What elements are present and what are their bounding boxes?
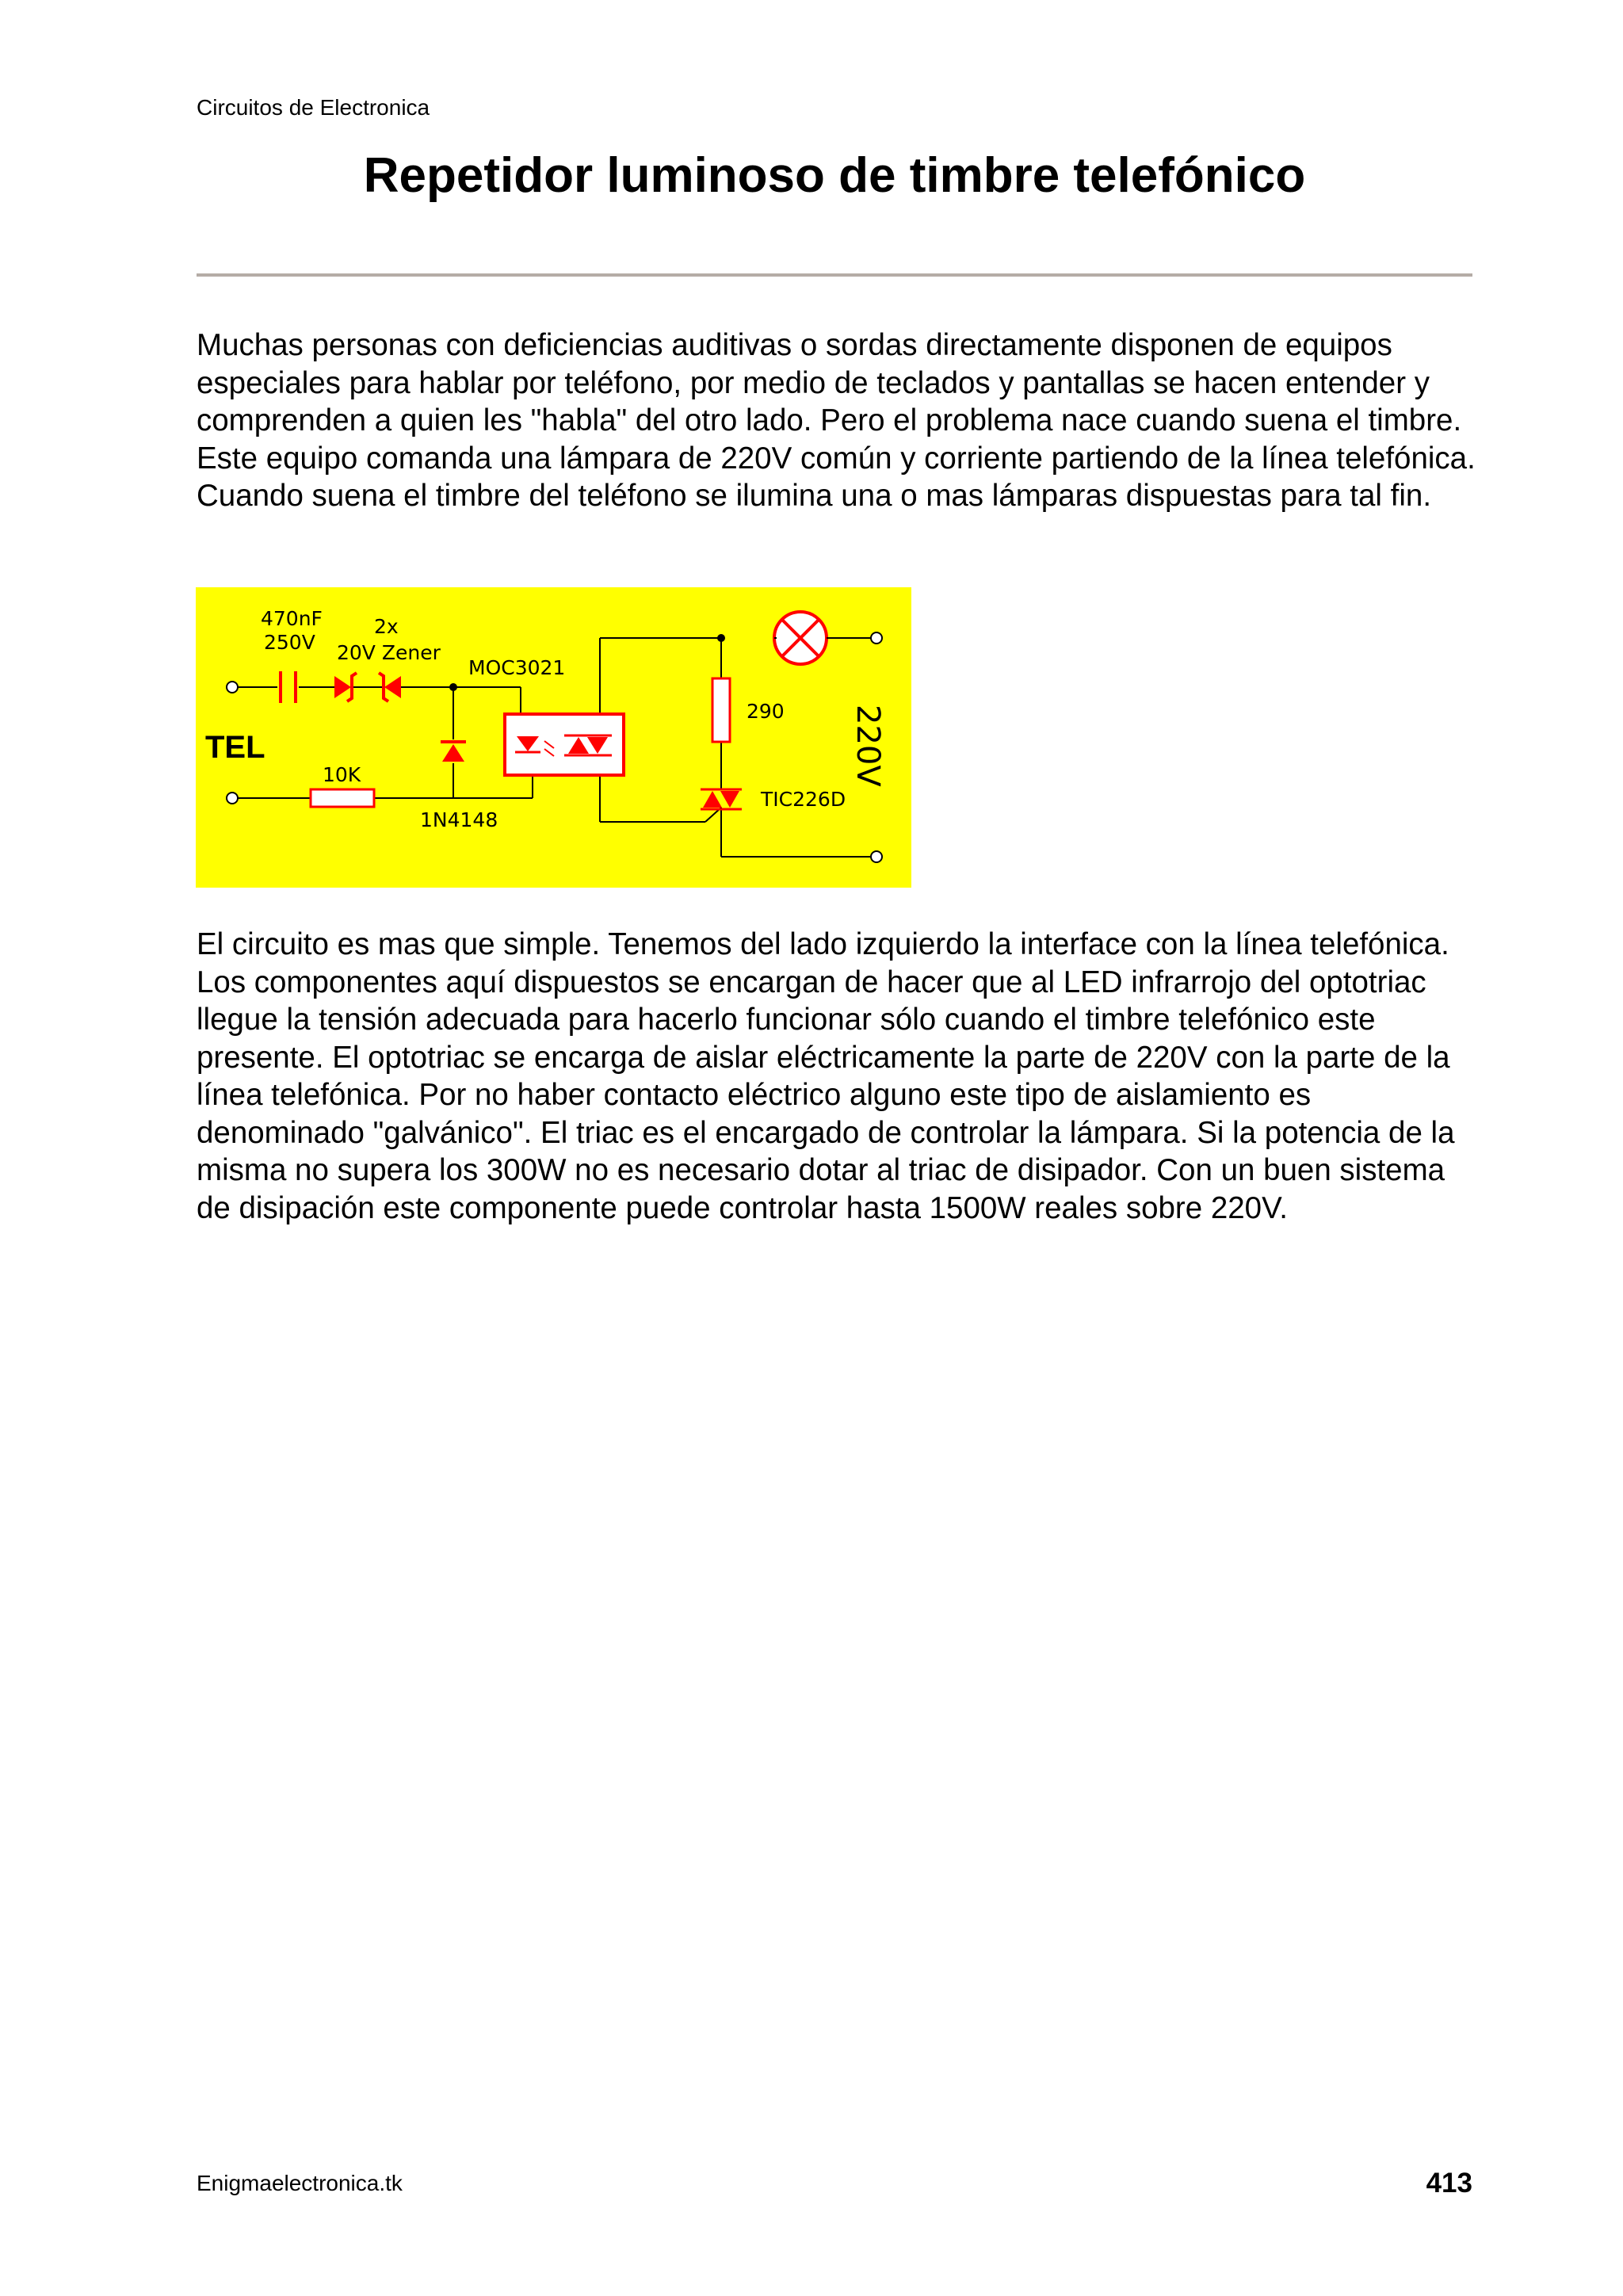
explanation-paragraph: El circuito es mas que simple. Tenemos del lado izquierdo la interface con la línea telefónica. Los componentes aquí dispuestos se encargan de hacer que al LED infrarrojo del optotriac llegue la tensión adecuada para hacerlo funcionar sólo cuando el timbre telefónico este presente. El optotriac se encarga de aislar eléctricamente la parte de 220V con la parte de la línea telefónica. Por no haber contacto eléctrico alguno este tipo de aislamiento es denominado "galvánico". El triac es el encargado de controlar la lámpara. Si la potencia de la misma no supera los 300W no es necesario dotar al triac de disipador. Con un buen sistema de disipación este componente puede controlar hasta 1500W reales sobre 220V. bbox=[197, 927, 1455, 1225]
mains-terminal-top bbox=[871, 632, 882, 644]
mains-terminal-bottom bbox=[871, 851, 882, 862]
label-zener-count: 2x bbox=[374, 615, 399, 638]
title-divider bbox=[197, 273, 1472, 277]
footer-site: Enigmaelectronica.tk bbox=[197, 2171, 403, 2195]
page-title: Repetidor luminoso de timbre telefónico bbox=[363, 148, 1306, 203]
junction-dot bbox=[717, 634, 725, 642]
junction-dot bbox=[449, 683, 457, 691]
page-number: 413 bbox=[1426, 2168, 1472, 2199]
circuit-schematic bbox=[196, 587, 911, 888]
label-tel: TEL bbox=[205, 730, 265, 765]
label-resistor-290: 290 bbox=[747, 700, 785, 723]
label-capacitor-voltage: 250V bbox=[264, 631, 315, 654]
label-zener-type: 20V Zener bbox=[337, 641, 441, 664]
label-optotriac: MOC3021 bbox=[468, 656, 566, 679]
header-section-label: Circuitos de Electronica bbox=[197, 95, 430, 120]
tel-terminal-bottom bbox=[227, 793, 238, 804]
optotriac-moc3021 bbox=[505, 714, 624, 775]
resistor-290 bbox=[712, 678, 730, 742]
label-resistor-10k: 10K bbox=[323, 763, 361, 786]
label-capacitor-value: 470nF bbox=[261, 607, 323, 630]
tel-terminal-top bbox=[227, 682, 238, 693]
label-diode: 1N4148 bbox=[420, 808, 498, 831]
label-mains-voltage: 220V bbox=[850, 705, 886, 787]
intro-paragraph: Muchas personas con deficiencias auditivas o sordas directamente disponen de equipos especiales para hablar por teléfono, por medio de teclados y pantallas se hacen entender y comprenden a quien les "habla" del otro lado. Pero el problema nace cuando suena el timbre. Este equipo comanda una lámpara de 220V común y corriente partiendo de la línea telefónica. Cuando suena el timbre del teléfono se ilumina una o mas lámparas dispuestas para tal fin. bbox=[197, 328, 1476, 513]
resistor-10k bbox=[311, 789, 374, 807]
label-triac: TIC226D bbox=[761, 788, 846, 811]
